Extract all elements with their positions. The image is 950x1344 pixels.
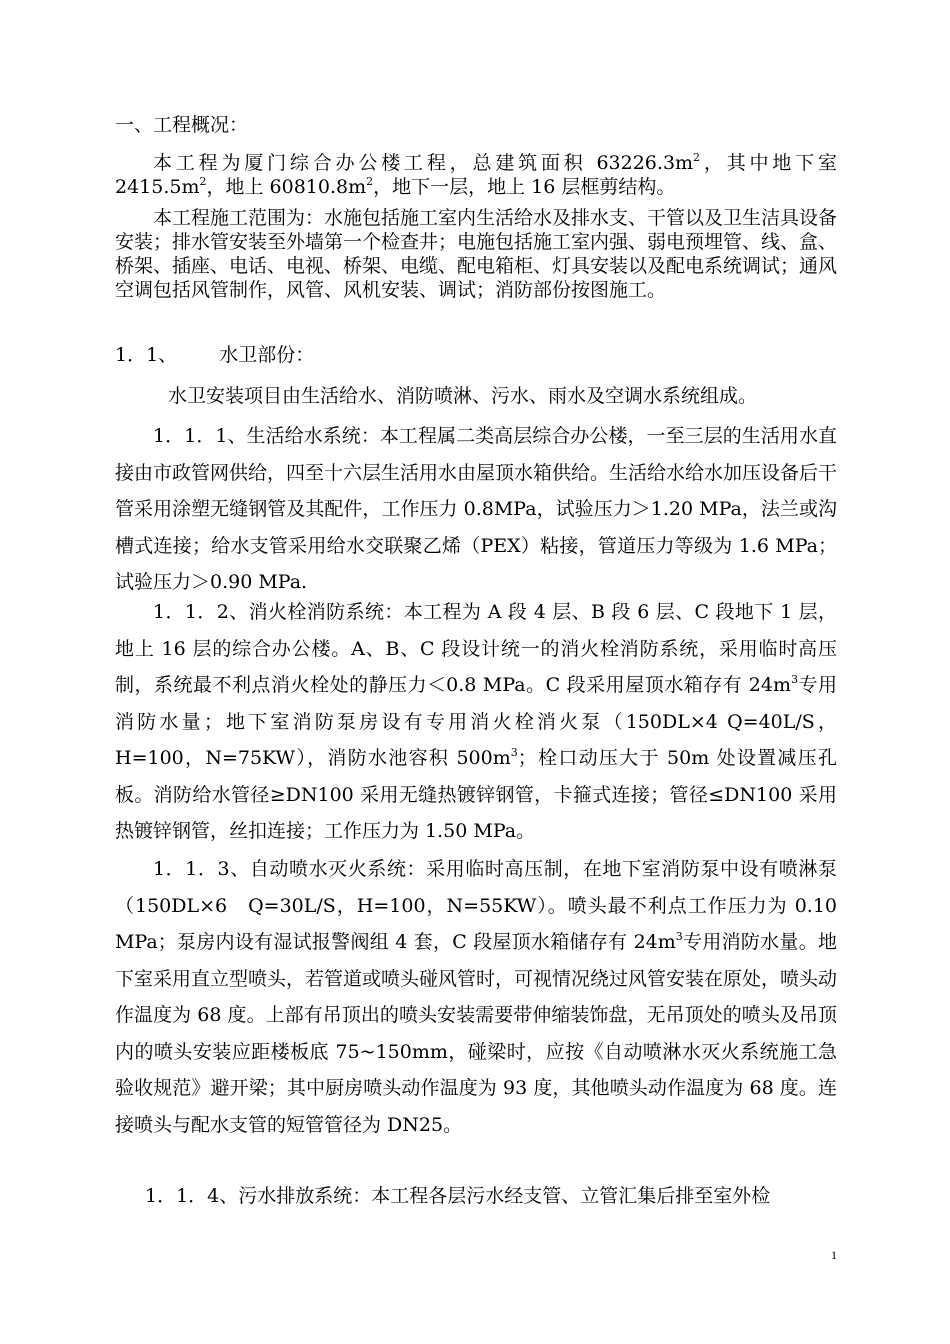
superscript: 2 bbox=[199, 174, 207, 188]
paragraph-1-1-1: 1．1．1、生活给水系统：本工程属二类高层综合办公楼，一至三层的生活用水直接由市政管网供给，四至十六层生活用水由屋顶水箱供给。生活给水给水加压设备后干管采用涂塑无缝钢管及其配件，工作压力 0.8MPa，试验压力＞1.20 MPa，法兰或沟槽式连接；给水支管采用给水交联聚乙烯（PEX）粘接，管道压力等级为 1.6 MPa；试验压力＞0.90 MPa. bbox=[115, 425, 838, 593]
paragraph-overview bbox=[115, 151, 837, 199]
text-run: ，其中地下室2415.5m bbox=[115, 152, 837, 198]
superscript: 2 bbox=[693, 150, 701, 164]
superscript: 3 bbox=[790, 672, 798, 686]
text-run: 本工程为厦门综合办公楼工程，总建筑面积 63226.3m bbox=[153, 152, 694, 174]
paragraph-scope: 本工程施工范围为：水施包括施工室内生活给水及排水支、干管以及卫生洁具设备安装；排水管安装至外墙第一个检查井；电施包括施工室内强、弱电预埋管、线、盒、桥架、插座、电话、电视、桥架、电缆、配电箱柜、灯具安装以及配电系统调试；通风空调包括风管制作，风管、风机安装、调试；消防部份按图施工。 bbox=[115, 207, 838, 301]
paragraph-1-1-4: 1．1．4、污水排放系统：本工程各层污水经支管、立管汇集后排至室外检 bbox=[145, 1185, 771, 1207]
text-run: ；栓口动压大于 50m 处设置减压孔板。消防给水管径≥DN100 采用无缝热镀锌钢管，卡箍式连接；管径≤DN100 采用热镀锌钢管，丝扣连接；工作压力为 1.50 MPa。 bbox=[115, 747, 837, 842]
text-run: ，地下一层，地上 16 层框剪结构。 bbox=[373, 176, 676, 198]
superscript: 3 bbox=[510, 745, 518, 759]
paragraph-intro: 水卫安装项目由生活给水、消防喷淋、污水、雨水及空调水系统组成。 bbox=[168, 385, 758, 407]
subsection-number: 1．1、 bbox=[115, 344, 178, 366]
text-run: ，地上 60810.8m bbox=[206, 176, 367, 198]
superscript: 3 bbox=[675, 929, 683, 943]
paragraph-1-1-3 bbox=[115, 851, 837, 1143]
superscript: 2 bbox=[366, 174, 374, 188]
text-run: 1．1．3、自动喷水灭火系统：采用临时高压制，在地下室消防泵中设有喷淋泵（150DL×6 Q=30L/S，H=100，N=55KW）。喷头最不利点工作压力为 0.10 MPa；泵房内设有湿试报警阀组 4 套，C 段屋顶水箱储存有 24m bbox=[115, 858, 837, 953]
text-run: 1．1．2、消火栓消防系统：本工程为 A 段 4 层、B 段 6 层、C 段地下 1 层，地上 16 层的综合办公楼。A、B、C 段设计统一的消火栓消防系统，采用临时高压制，系统最不利点消火栓处的静压力＜0.8 MPa。C 段采用屋顶水箱存有 24m bbox=[115, 601, 837, 696]
subsection-heading-1-1 bbox=[115, 340, 314, 370]
text-run: 专用消防水量。地下室采用直立型喷头，若管道或喷头碰风管时，可视情况绕过风管安装在原处，喷头动作温度为 68 度。上部有吊顶出的喷头安装需要带伸缩装饰盘，无吊顶处的喷头及吊顶内的喷头安装应距楼板底 75~150mm，碰梁时，应按《自动喷淋水灭火系统施工急验收规范》避开梁；其中厨房喷头动作温度为 93 度，其他喷头动作温度为 68 度。连接喷头与配水支管的短管管径为 DN25。 bbox=[115, 931, 838, 1136]
paragraph-1-1-2 bbox=[115, 594, 837, 850]
text-run: 专用消防水量；地下室消防泵房设有专用消火栓消火泵（150DL×4 Q=40L/S，H=100，N=75KW），消防水池容积 500m bbox=[115, 674, 837, 769]
subsection-title: 水卫部份： bbox=[219, 344, 315, 366]
page-number: 1 bbox=[831, 1248, 837, 1262]
section-heading: 一、工程概况： bbox=[115, 114, 249, 136]
